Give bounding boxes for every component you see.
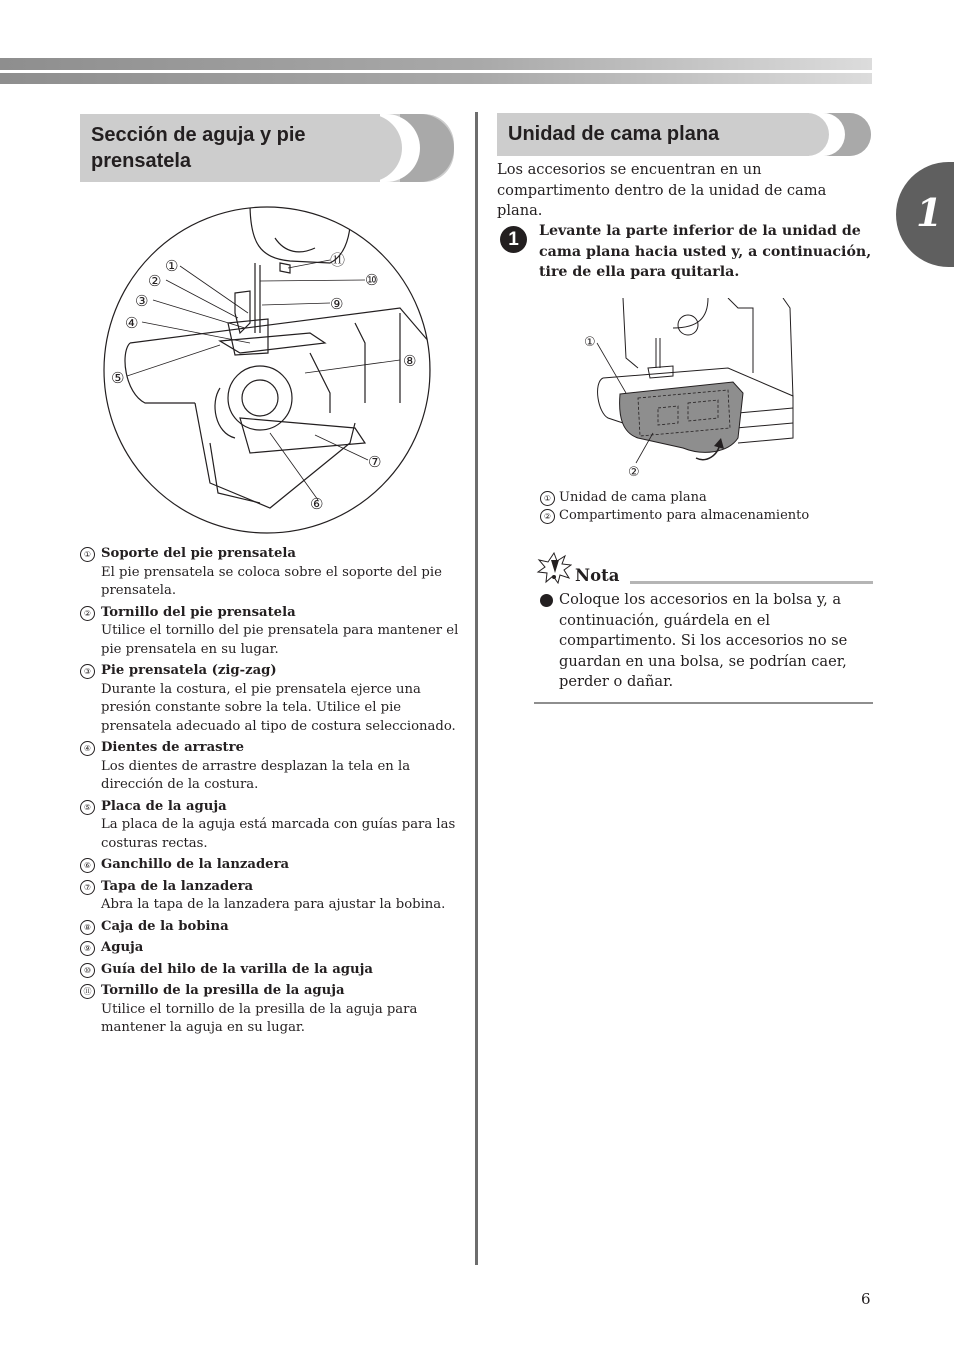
callout-6: ⑥ xyxy=(310,495,324,513)
item-number: ② xyxy=(80,606,95,621)
item-desc: Utilice el tornillo del pie prensatela para mantener el pie prensatela en su lugar. xyxy=(101,623,459,657)
list-item xyxy=(80,939,460,958)
section-title-line2: prensatela xyxy=(91,150,192,172)
chapter-number: 1 xyxy=(916,190,943,235)
note-bottom-rule xyxy=(534,702,873,704)
item-desc: Durante la costura, el pie prensatela ejerce una presión constante sobre la tela. Utilice el pie prensatela adecuado al tipo de costura seleccionado. xyxy=(101,681,456,734)
list-item xyxy=(80,798,460,854)
callout-2: ② xyxy=(148,272,162,290)
column-divider xyxy=(475,112,478,1265)
list-item xyxy=(80,662,460,736)
list-item xyxy=(80,982,460,1038)
item-number: ③ xyxy=(80,664,95,679)
callout-5: ⑤ xyxy=(111,369,125,387)
item-title: Placa de la aguja xyxy=(101,798,227,814)
item-title: Tornillo de la presilla de la aguja xyxy=(101,983,345,998)
item-title: Dientes de arrastre xyxy=(101,740,244,755)
callout-1: ① xyxy=(165,257,179,275)
figure-legend xyxy=(540,489,870,524)
section-title-line1: Sección de aguja y pie xyxy=(91,124,306,146)
callout-4: ④ xyxy=(125,314,139,332)
item-title: Pie prensatela (zig-zag) xyxy=(101,663,277,678)
note-text: Coloque los accesorios en la bolsa y, a continuación, guárdela en el compartimento. Si los accesorios no se guardan en una bolsa, se podrían caer, perder o dañar. xyxy=(559,591,848,690)
bullet-icon xyxy=(540,594,553,607)
item-number: ⑥ xyxy=(80,858,95,873)
section-heading-flatbed xyxy=(497,113,871,156)
item-number: ⑤ xyxy=(80,800,95,815)
item-desc: Abra la tapa de la lanzadera para ajustar la bobina. xyxy=(101,897,446,912)
item-number: ⑩ xyxy=(80,963,95,978)
callout-8: ⑧ xyxy=(403,352,417,370)
item-title: Soporte del pie prensatela xyxy=(101,546,296,561)
item-number: ⑦ xyxy=(80,880,95,895)
note-label: Nota xyxy=(575,566,620,585)
flatbed-callout-2: ② xyxy=(628,465,640,480)
item-desc: Los dientes de arrastre desplazan la tela en la dirección de la costura. xyxy=(101,758,411,792)
callout-9: ⑨ xyxy=(330,295,344,313)
chapter-tab xyxy=(896,162,954,267)
note-rule xyxy=(630,581,873,584)
header-bar-bottom xyxy=(0,73,872,84)
item-desc: Utilice el tornillo de la presilla de la aguja para mantener la aguja en su lugar. xyxy=(101,1001,418,1035)
callout-10: ⑩ xyxy=(365,271,379,289)
legend-item xyxy=(540,489,870,507)
item-number: ④ xyxy=(80,741,95,756)
legend-item xyxy=(540,507,870,525)
item-title: Aguja xyxy=(101,940,144,955)
item-title: Caja de la bobina xyxy=(101,918,229,934)
item-title: Guía del hilo de la varilla de la aguja xyxy=(101,961,373,977)
item-title: Tornillo del pie prensatela xyxy=(101,604,296,620)
flatbed-illustration xyxy=(578,298,798,482)
section-heading-needle xyxy=(80,114,454,182)
list-item xyxy=(80,739,460,795)
section-title: Unidad de cama plana xyxy=(508,123,720,145)
header-bar-top xyxy=(0,58,872,70)
list-item xyxy=(80,856,460,875)
needle-area-illustration xyxy=(100,203,435,538)
callout-11: ⑪ xyxy=(330,251,346,269)
list-item xyxy=(80,878,460,915)
callout-7: ⑦ xyxy=(368,453,382,471)
list-item xyxy=(80,918,460,937)
legend-text: Compartimento para almacenamiento xyxy=(559,507,810,523)
item-number: ① xyxy=(80,547,95,562)
intro-paragraph: Los accesorios se encuentran en un compartimento dentro de la unidad de cama plana. xyxy=(497,161,827,219)
list-item xyxy=(80,545,460,601)
item-number: ⑪ xyxy=(80,984,95,999)
page-number: 6 xyxy=(861,1290,871,1308)
list-item xyxy=(80,604,460,660)
note-icon xyxy=(536,552,572,584)
parts-list xyxy=(80,545,460,1041)
item-number: ⑧ xyxy=(80,920,95,935)
item-desc: La placa de la aguja está marcada con guías para las costuras rectas. xyxy=(101,817,456,851)
list-item xyxy=(80,961,460,980)
item-title: Tapa de la lanzadera xyxy=(101,878,254,894)
legend-number: ① xyxy=(540,491,555,506)
item-title: Ganchillo de la lanzadera xyxy=(101,857,290,872)
item-desc: El pie prensatela se coloca sobre el soporte del pie prensatela. xyxy=(101,564,442,598)
legend-number: ② xyxy=(540,509,555,524)
step-number: 1 xyxy=(500,226,527,253)
step-instruction: Levante la parte inferior de la unidad de cama plana hacia usted y, a continuación, tire de ella para quitarla. xyxy=(539,223,872,280)
flatbed-callout-1: ① xyxy=(584,335,596,350)
callout-3: ③ xyxy=(135,292,149,310)
item-number: ⑨ xyxy=(80,941,95,956)
legend-text: Unidad de cama plana xyxy=(559,490,707,505)
